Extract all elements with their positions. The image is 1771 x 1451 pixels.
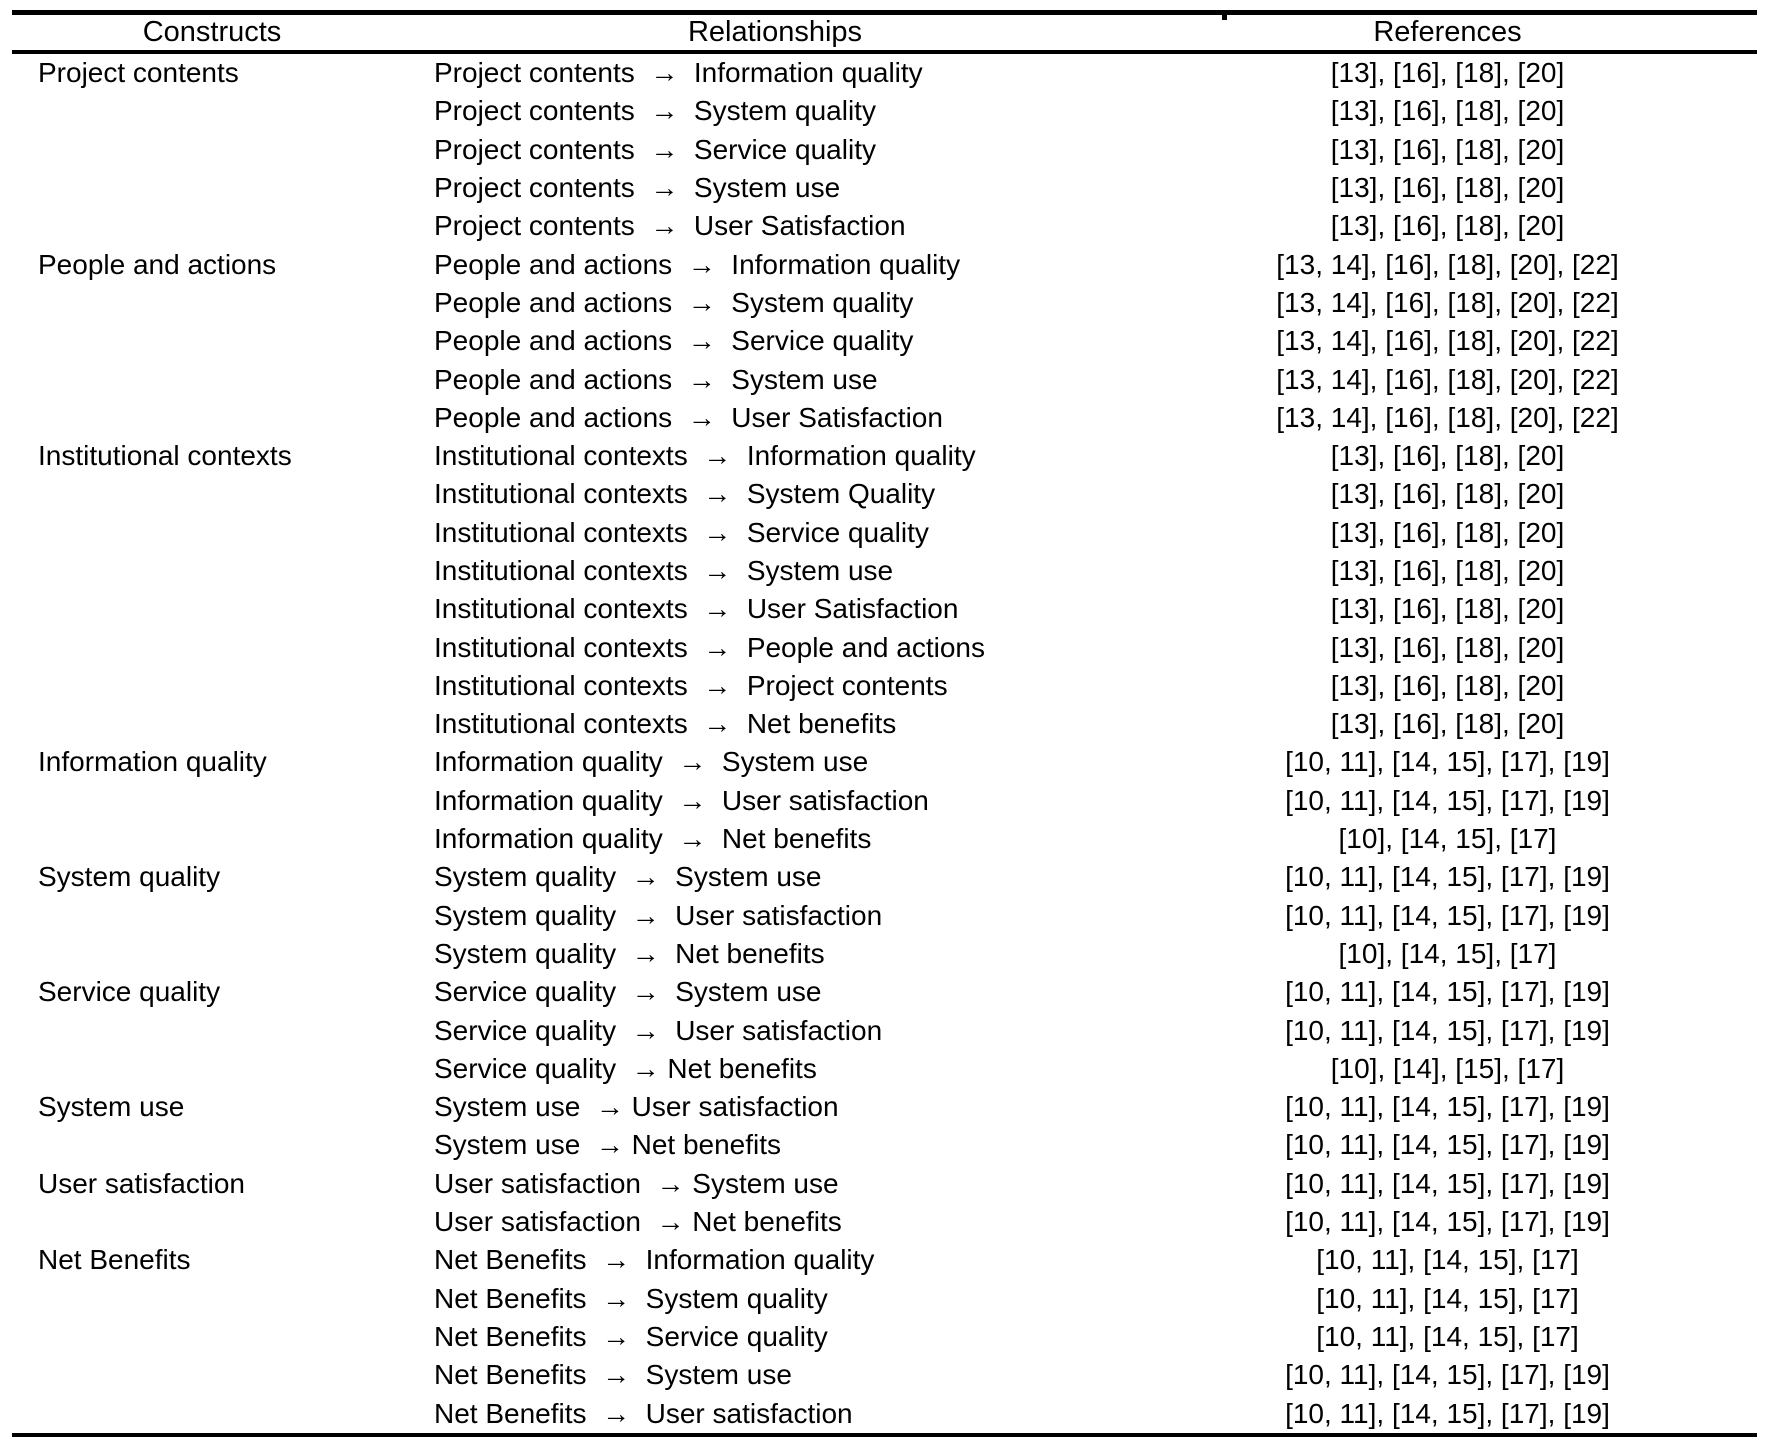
table-row: [12, 782, 1757, 820]
relationship-cell: User satisfaction → System use: [434, 1167, 839, 1199]
table-row: [12, 897, 1757, 935]
relationship-cell: Project contents → System use: [434, 172, 841, 204]
construct-cell: [12, 667, 412, 705]
construct-cell: [12, 169, 412, 207]
relationship-cell: System quality → System use: [434, 861, 822, 893]
references-cell: [10, 11], [14, 15], [17], [19]: [1285, 1359, 1610, 1391]
relationship-cell: Institutional contexts → Information quality: [434, 440, 976, 472]
table-row: [12, 590, 1757, 628]
relationship-cell: Institutional contexts → Project contents: [434, 669, 948, 701]
table-row: [12, 92, 1757, 130]
references-cell: [10, 11], [14, 15], [17]: [1316, 1282, 1579, 1314]
relationship-cell: Information quality → User satisfaction: [434, 784, 929, 816]
relationship-cell: People and actions → User Satisfaction: [434, 401, 943, 433]
references-cell: [13], [16], [18], [20]: [1330, 555, 1565, 586]
construct-cell: [12, 820, 412, 858]
table-row: [12, 169, 1757, 207]
construct-cell: [12, 705, 412, 743]
construct-cell: [12, 1203, 412, 1241]
construct-cell: [12, 1318, 412, 1356]
relationship-cell: Institutional contexts → User Satisfaction: [434, 593, 959, 625]
references-cell: [13], [16], [18], [20]: [1330, 631, 1565, 663]
references-cell: [13], [16], [18], [20]: [1330, 593, 1565, 625]
table-row: [12, 131, 1757, 169]
references-cell: [10, 11], [14, 15], [17], [19]: [1285, 1091, 1610, 1123]
construct-cell: [12, 628, 412, 666]
relationship-cell: Institutional contexts → People and actions: [434, 631, 985, 663]
references-cell: [10, 11], [14, 15], [17], [19]: [1285, 1167, 1610, 1199]
relationship-cell: User satisfaction → Net benefits: [434, 1206, 842, 1238]
references-cell: [10, 11], [14, 15], [17]: [1316, 1320, 1579, 1352]
construct-cell: [12, 92, 412, 130]
construct-cell: [12, 1280, 412, 1318]
construct-cell: [12, 1050, 412, 1088]
constructs-relationships-table: [12, 10, 1757, 1437]
references-cell: [13, 14], [16], [18], [20], [22]: [1276, 248, 1619, 280]
relationship-cell: People and actions → Service quality: [434, 325, 914, 357]
table-row: [12, 743, 1757, 781]
table-row: [12, 1280, 1757, 1318]
table-row: [12, 1241, 1757, 1279]
construct-cell: [12, 207, 412, 245]
references-cell: [10, 11], [14, 15], [17], [19]: [1285, 1014, 1610, 1046]
construct-cell: [12, 590, 412, 628]
table-row: [12, 935, 1757, 973]
relationship-cell: Service quality → Net benefits: [434, 1052, 817, 1084]
relationship-cell: Project contents → Service quality: [434, 133, 876, 165]
construct-cell: [12, 782, 412, 820]
table-row: [12, 245, 1757, 283]
construct-cell: People and actions: [38, 248, 277, 280]
relationship-cell: Net Benefits → System quality: [434, 1282, 828, 1314]
table-row: [12, 1203, 1757, 1241]
column-header-relationships: Relationships: [412, 13, 1138, 53]
cropped-caption-fragment: [1222, 10, 1227, 20]
relationship-cell: Institutional contexts → Net benefits: [434, 708, 897, 740]
relationship-cell: Project contents → System quality: [434, 95, 876, 127]
table-row: [12, 1165, 1757, 1203]
references-cell: [13], [16], [18], [20]: [1330, 172, 1565, 204]
relationship-cell: People and actions → System use: [434, 363, 878, 395]
construct-cell: [12, 1356, 412, 1394]
relationship-cell: Service quality → System use: [434, 976, 822, 1008]
table-row: [12, 1126, 1757, 1164]
table-row: [12, 1011, 1757, 1049]
references-cell: [10, 11], [14, 15], [17], [19]: [1285, 784, 1610, 816]
table-row: [12, 322, 1757, 360]
construct-cell: Information quality: [38, 746, 267, 778]
references-cell: [10, 11], [14, 15], [17], [19]: [1285, 1397, 1610, 1429]
construct-cell: [12, 552, 412, 590]
construct-cell: [12, 475, 412, 513]
relationship-cell: Net Benefits → User satisfaction: [434, 1397, 853, 1429]
relationship-cell: System quality → User satisfaction: [434, 899, 883, 931]
references-cell: [13], [16], [18], [20]: [1330, 133, 1565, 165]
relationship-cell: Project contents → User Satisfaction: [434, 210, 906, 242]
construct-cell: Service quality: [38, 976, 221, 1008]
references-cell: [10, 11], [14, 15], [17]: [1316, 1244, 1579, 1276]
relationship-cell: People and actions → System quality: [434, 286, 914, 318]
references-cell: [13, 14], [16], [18], [20], [22]: [1276, 286, 1619, 318]
relationship-cell: Institutional contexts → System Quality: [434, 478, 936, 510]
relationship-cell: Information quality → Net benefits: [434, 823, 872, 855]
table-row: [12, 207, 1757, 245]
references-cell: [10, 11], [14, 15], [17], [19]: [1285, 746, 1610, 778]
references-cell: [13, 14], [16], [18], [20], [22]: [1276, 325, 1619, 357]
construct-cell: User satisfaction: [38, 1167, 245, 1199]
table-row: [12, 437, 1757, 475]
references-cell: [13], [16], [18], [20]: [1330, 708, 1565, 740]
relationship-cell: Service quality → User satisfaction: [434, 1014, 883, 1046]
references-cell: [10, 11], [14, 15], [17], [19]: [1285, 861, 1610, 893]
relationship-cell: System use → Net benefits: [434, 1129, 782, 1161]
references-cell: [10, 11], [14, 15], [17], [19]: [1285, 1206, 1610, 1238]
construct-cell: [12, 399, 412, 437]
document-page: [0, 10, 1771, 1451]
relationship-cell: System use → User satisfaction: [434, 1091, 839, 1123]
column-header-references: References: [1138, 13, 1757, 53]
references-cell: [13], [16], [18], [20]: [1330, 210, 1565, 242]
references-cell: [10], [14, 15], [17]: [1338, 823, 1557, 855]
construct-cell: Project contents: [38, 57, 239, 89]
relationship-cell: Net Benefits → Information quality: [434, 1244, 875, 1276]
references-cell: [13], [16], [18], [20]: [1330, 95, 1565, 127]
relationship-cell: System quality → Net benefits: [434, 937, 825, 969]
construct-cell: [12, 360, 412, 398]
relationship-cell: Institutional contexts → Service quality: [434, 516, 929, 548]
references-cell: [13], [16], [18], [20]: [1330, 57, 1565, 89]
relationship-cell: Net Benefits → System use: [434, 1359, 792, 1391]
relationship-cell: Information quality → System use: [434, 746, 869, 778]
table-row: [12, 858, 1757, 896]
construct-cell: System quality: [38, 861, 221, 893]
construct-cell: [12, 897, 412, 935]
construct-cell: [12, 935, 412, 973]
construct-cell: [12, 1394, 412, 1434]
column-header-constructs: Constructs: [12, 13, 412, 53]
table-row: [12, 1050, 1757, 1088]
relationship-cell: People and actions → Information quality: [434, 248, 961, 280]
references-cell: [13, 14], [16], [18], [20], [22]: [1276, 401, 1619, 433]
references-cell: [13], [16], [18], [20]: [1330, 516, 1565, 548]
table-row: [12, 820, 1757, 858]
table-row: [12, 1318, 1757, 1356]
table-row: [12, 514, 1757, 552]
table-row: [12, 284, 1757, 322]
table-row: [12, 973, 1757, 1011]
construct-cell: Net Benefits: [38, 1244, 191, 1276]
construct-cell: [12, 284, 412, 322]
relationship-cell: Institutional contexts → System use: [434, 555, 894, 586]
table-row: [12, 1356, 1757, 1394]
table-row: [12, 628, 1757, 666]
construct-cell: System use: [38, 1091, 185, 1123]
relationship-cell: Net Benefits → Service quality: [434, 1320, 828, 1352]
table-row: [12, 1088, 1757, 1126]
table-row: [12, 399, 1757, 437]
references-cell: [10], [14], [15], [17]: [1330, 1052, 1565, 1084]
table-row: [12, 360, 1757, 398]
references-cell: [10, 11], [14, 15], [17], [19]: [1285, 899, 1610, 931]
references-cell: [13, 14], [16], [18], [20], [22]: [1276, 363, 1619, 395]
construct-cell: [12, 131, 412, 169]
relationship-cell: Project contents → Information quality: [434, 57, 923, 89]
references-cell: [13], [16], [18], [20]: [1330, 669, 1565, 701]
references-cell: [10, 11], [14, 15], [17], [19]: [1285, 1129, 1610, 1161]
table-row: [12, 705, 1757, 743]
references-cell: [13], [16], [18], [20]: [1330, 478, 1565, 510]
references-cell: [10, 11], [14, 15], [17], [19]: [1285, 976, 1610, 1008]
header-row: [12, 13, 1757, 53]
table-row: [12, 552, 1757, 590]
references-cell: [13], [16], [18], [20]: [1330, 440, 1565, 472]
table-row: [12, 667, 1757, 705]
references-cell: [10], [14, 15], [17]: [1338, 937, 1557, 969]
construct-cell: [12, 1011, 412, 1049]
construct-cell: Institutional contexts: [38, 440, 292, 472]
table-row: [12, 475, 1757, 513]
construct-cell: [12, 514, 412, 552]
construct-cell: [12, 322, 412, 360]
table-body: [12, 52, 1757, 1435]
construct-cell: [12, 1126, 412, 1164]
table-row: [12, 1394, 1757, 1434]
table-row: [12, 52, 1757, 92]
